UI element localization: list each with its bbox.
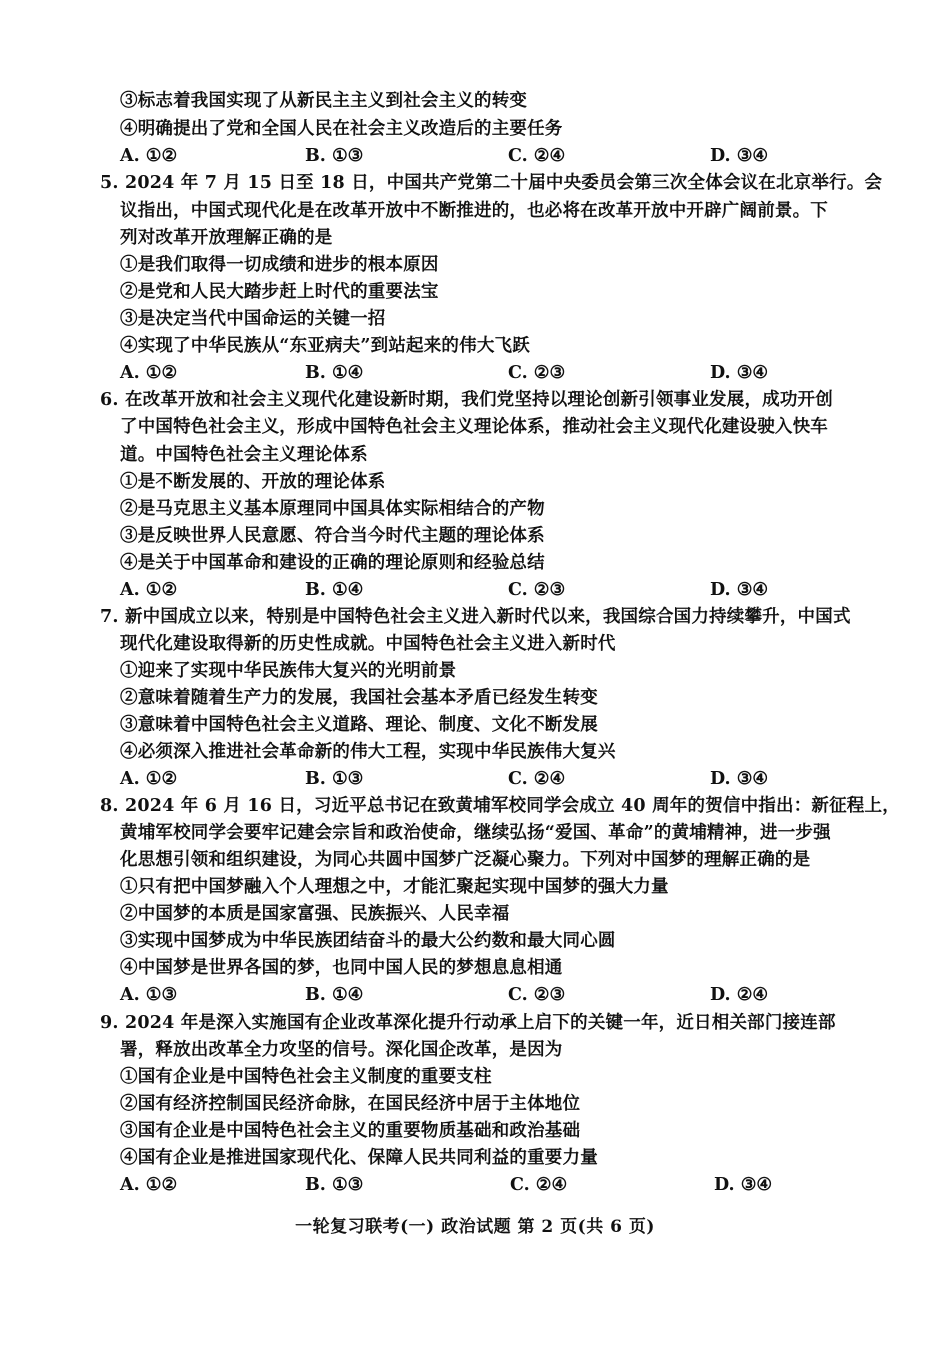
q9-option-b: B. ①③ bbox=[305, 1175, 364, 1195]
q8-statement-1: ①只有把中国梦融入个人理想之中，才能汇聚起实现中国梦的强大力量 bbox=[120, 877, 669, 897]
q4-option-c: C. ②④ bbox=[508, 146, 566, 166]
q5-option-a: A. ①② bbox=[120, 363, 178, 383]
q6-stem-line-3: 道。中国特色社会主义理论体系 bbox=[120, 445, 368, 465]
q7-option-a: A. ①② bbox=[120, 769, 178, 789]
q7-statement-4: ④必须深入推进社会革命新的伟大工程，实现中华民族伟大复兴 bbox=[120, 742, 616, 762]
q7-option-b: B. ①③ bbox=[305, 769, 364, 789]
q5-option-c: C. ②③ bbox=[508, 363, 566, 383]
q7-option-d: D. ③④ bbox=[710, 769, 769, 789]
q4-option-a: A. ①② bbox=[120, 146, 178, 166]
q8-statement-4: ④中国梦是世界各国的梦，也同中国人民的梦想息息相通 bbox=[120, 958, 563, 978]
q9-stem-line-1: 9. 2024 年是深入实施国有企业改革深化提升行动承上启下的关键一年，近日相关部门接连部 bbox=[100, 1013, 836, 1033]
q8-option-b: B. ①④ bbox=[305, 985, 364, 1005]
q5-statement-1: ①是我们取得一切成绩和进步的根本原因 bbox=[120, 255, 439, 275]
q9-stem-line-2: 署，释放出改革全力攻坚的信号。深化国企改革，是因为 bbox=[120, 1040, 563, 1060]
q5-statement-4: ④实现了中华民族从“东亚病夫”到站起来的伟大飞跃 bbox=[120, 336, 530, 356]
q6-statement-2: ②是马克思主义基本原理同中国具体实际相结合的产物 bbox=[120, 499, 545, 519]
q8-option-d: D. ②④ bbox=[710, 985, 769, 1005]
q5-stem-line-2: 议指出，中国式现代化是在改革开放中不断推进的，也必将在改革开放中开辟广阔前景。下 bbox=[120, 201, 828, 221]
q5-statement-3: ③是决定当代中国命运的关键一招 bbox=[120, 309, 386, 329]
q9-statement-4: ④国有企业是推进国家现代化、保障人民共同利益的重要力量 bbox=[120, 1148, 598, 1168]
q6-stem-line-1: 6. 在改革开放和社会主义现代化建设新时期，我们党坚持以理论创新引领事业发展，成功开创 bbox=[100, 390, 833, 410]
page-footer: 一轮复习联考(一) 政治试题 第 2 页(共 6 页) bbox=[295, 1217, 655, 1237]
q5-stem-line-1: 5. 2024 年 7 月 15 日至 18 日，中国共产党第二十届中央委员会第三次全体会议在北京举行。会 bbox=[100, 173, 883, 193]
q4-option-d: D. ③④ bbox=[710, 146, 769, 166]
q6-option-a: A. ①② bbox=[120, 580, 178, 600]
q8-statement-2: ②中国梦的本质是国家富强、民族振兴、人民幸福 bbox=[120, 904, 510, 924]
q4-option-b: B. ①③ bbox=[305, 146, 364, 166]
q9-option-c: C. ②④ bbox=[510, 1175, 568, 1195]
q6-option-d: D. ③④ bbox=[710, 580, 769, 600]
q8-stem-line-2: 黄埔军校同学会要牢记建会宗旨和政治使命，继续弘扬“爱国、革命”的黄埔精神，进一步强 bbox=[120, 823, 831, 843]
q6-statement-4: ④是关于中国革命和建设的正确的理论原则和经验总结 bbox=[120, 553, 545, 573]
q8-stem-line-3: 化思想引领和组织建设，为同心共圆中国梦广泛凝心聚力。下列对中国梦的理解正确的是 bbox=[120, 850, 811, 870]
q5-option-d: D. ③④ bbox=[710, 363, 769, 383]
q9-option-d: D. ③④ bbox=[714, 1175, 773, 1195]
q7-stem-line-1: 7. 新中国成立以来，特别是中国特色社会主义进入新时代以来，我国综合国力持续攀升，中国式 bbox=[100, 607, 851, 627]
q9-statement-3: ③国有企业是中国特色社会主义的重要物质基础和政治基础 bbox=[120, 1121, 581, 1141]
q4-statement-3: ③标志着我国实现了从新民主主义到社会主义的转变 bbox=[120, 91, 528, 111]
q7-statement-1: ①迎来了实现中华民族伟大复兴的光明前景 bbox=[120, 661, 457, 681]
q7-stem-line-2: 现代化建设取得新的历史性成就。中国特色社会主义进入新时代 bbox=[120, 634, 616, 654]
q8-option-c: C. ②③ bbox=[508, 985, 566, 1005]
q9-option-a: A. ①② bbox=[120, 1175, 178, 1195]
q5-statement-2: ②是党和人民大踏步赶上时代的重要法宝 bbox=[120, 282, 439, 302]
q7-statement-3: ③意味着中国特色社会主义道路、理论、制度、文化不断发展 bbox=[120, 715, 598, 735]
q8-statement-3: ③实现中国梦成为中华民族团结奋斗的最大公约数和最大同心圆 bbox=[120, 931, 616, 951]
q9-statement-2: ②国有经济控制国民经济命脉，在国民经济中居于主体地位 bbox=[120, 1094, 581, 1114]
q5-option-b: B. ①④ bbox=[305, 363, 364, 383]
q8-option-a: A. ①③ bbox=[120, 985, 178, 1005]
q6-statement-1: ①是不断发展的、开放的理论体系 bbox=[120, 472, 386, 492]
q6-statement-3: ③是反映世界人民意愿、符合当今时代主题的理论体系 bbox=[120, 526, 545, 546]
q6-stem-line-2: 了中国特色社会主义，形成中国特色社会主义理论体系，推动社会主义现代化建设驶入快车 bbox=[120, 417, 828, 437]
q6-option-c: C. ②③ bbox=[508, 580, 566, 600]
q7-statement-2: ②意味着随着生产力的发展，我国社会基本矛盾已经发生转变 bbox=[120, 688, 598, 708]
q7-option-c: C. ②④ bbox=[508, 769, 566, 789]
q4-statement-4: ④明确提出了党和全国人民在社会主义改造后的主要任务 bbox=[120, 119, 563, 139]
q9-statement-1: ①国有企业是中国特色社会主义制度的重要支柱 bbox=[120, 1067, 492, 1087]
q6-option-b: B. ①④ bbox=[305, 580, 364, 600]
q8-stem-line-1: 8. 2024 年 6 月 16 日，习近平总书记在致黄埔军校同学会成立 40 周年的贺信中指出：新征程上， bbox=[100, 796, 900, 816]
q5-stem-line-3: 列对改革开放理解正确的是 bbox=[120, 228, 333, 248]
